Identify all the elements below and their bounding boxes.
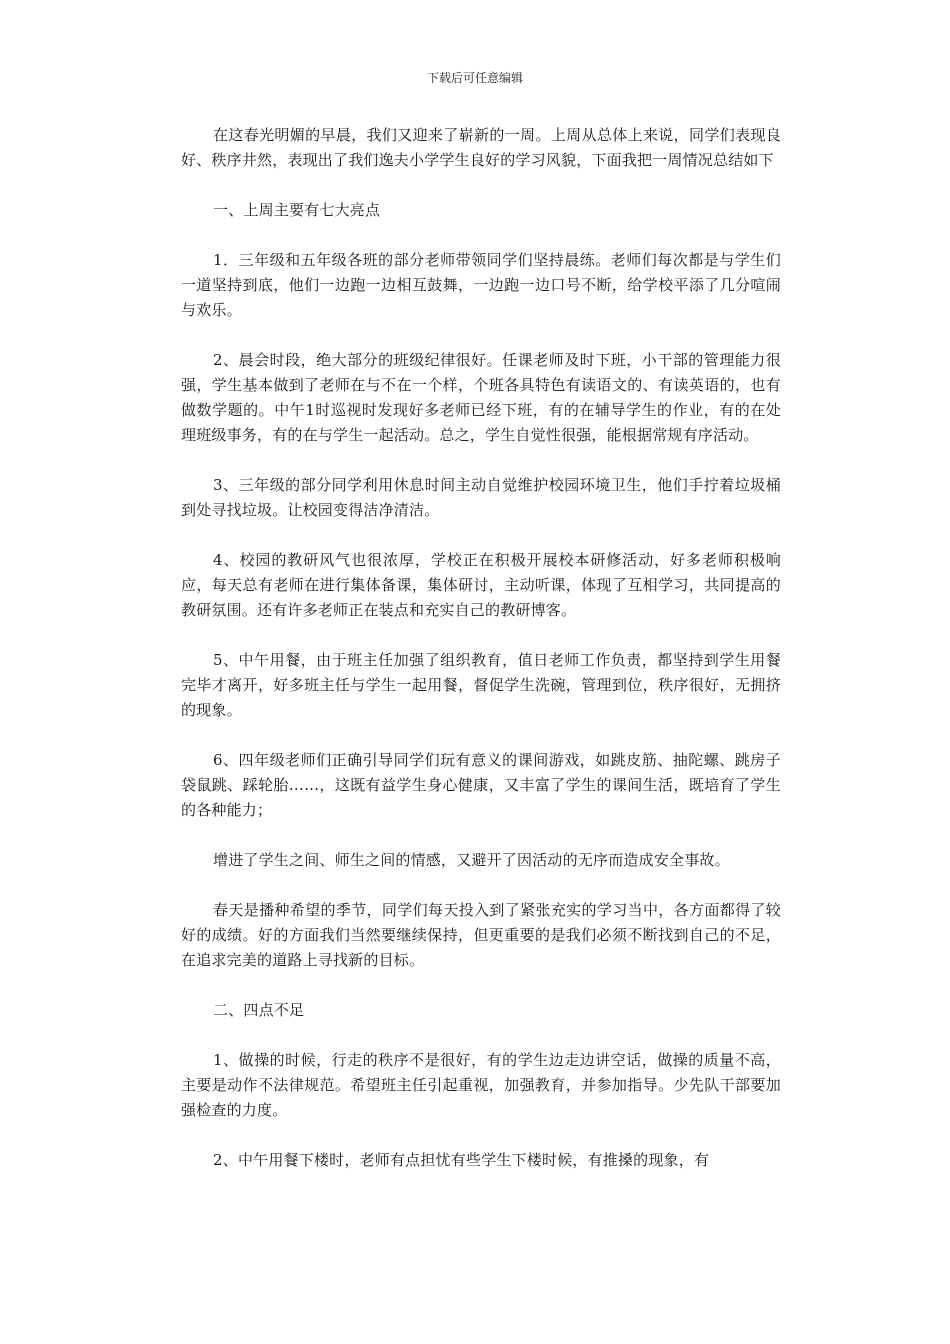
paragraph-intro: 在这春光明媚的早晨，我们又迎来了崭新的一周。上周从总体上来说，同学们表现良好、秩序井然，表现出了我们逸夫小学学生良好的学习风貌，下面我把一周情况总结如下	[181, 126, 781, 169]
paragraph-highlight-5: 5、中午用餐，由于班主任加强了组织教育，值日老师工作负责，都坚持到学生用餐完毕才离开，好多班主任与学生一起用餐，督促学生洗碗，管理到位，秩序很好，无拥挤的现象。	[181, 651, 781, 719]
paragraph-highlight-2: 2、晨会时段，绝大部分的班级纪律很好。任课老师及时下班，小干部的管理能力很强，学生基本做到了老师在与不在一个样，个班各具特色有读语文的、有读英语的，也有做数学题的。中午1时巡视时发现好多老师已经下班，有的在辅导学生的作业，有的在处理班级事务，有的在与学生一起活动。总之，学生自觉性很强，能根据常规有序活动。	[181, 351, 781, 444]
paragraph-highlight-6: 6、四年级老师们正确引导同学们玩有意义的课间游戏，如跳皮筋、抽陀螺、跳房子袋鼠跳、踩轮胎……，这既有益学生身心健康，又丰富了学生的课间生活，既培育了学生的各种能力；	[181, 751, 781, 819]
paragraph-highlight-4: 4、校园的教研风气也很浓厚，学校正在积极开展校本研修活动，好多老师积极响应，每天总有老师在进行集体备课，集体研讨，主动听课，体现了互相学习，共同提高的教研氛围。还有许多老师正在装点和充实自己的教研博客。	[181, 551, 781, 619]
paragraph-highlight-1: 1．三年级和五年级各班的部分老师带领同学们坚持晨练。老师们每次都是与学生们一道坚持到底，他们一边跑一边相互鼓舞，一边跑一边口号不断，给学校平添了几分喧闹与欢乐。	[181, 251, 781, 319]
header-note: 下载后可任意编辑	[426, 71, 523, 85]
paragraph-shortcoming-1: 1、做操的时候，行走的秩序不是很好，有的学生边走边讲空话，做操的质量不高，主要是动作不法律规范。希望班主任引起重视，加强教育，并参加指导。少先队干部要加强检查的力度。	[181, 1051, 781, 1119]
paragraph-highlight-6-continued: 增进了学生之间、师生之间的情感，又避开了因活动的无序而造成安全事故。	[213, 851, 730, 869]
paragraph-highlight-3: 3、三年级的部分同学利用休息时间主动自觉维护校园环境卫生，他们手拧着垃圾桶到处寻找垃圾。让校园变得洁净清洁。	[181, 476, 781, 519]
section-heading-highlights: 一、上周主要有七大亮点	[213, 201, 381, 219]
paragraph-shortcoming-2: 2、中午用餐下楼时，老师有点担忧有些学生下楼时候，有推搡的现象，有	[213, 1151, 710, 1169]
section-heading-shortcomings: 二、四点不足	[213, 1001, 305, 1019]
document-body	[181, 123, 781, 1198]
paragraph-spring: 春天是播种希望的季节，同学们每天投入到了紧张充实的学习当中，各方面都得了较好的成绩。好的方面我们当然要继续保持，但更重要的是我们必须不断找到自己的不足，在追求完美的道路上寻找新的目标。	[181, 901, 781, 969]
